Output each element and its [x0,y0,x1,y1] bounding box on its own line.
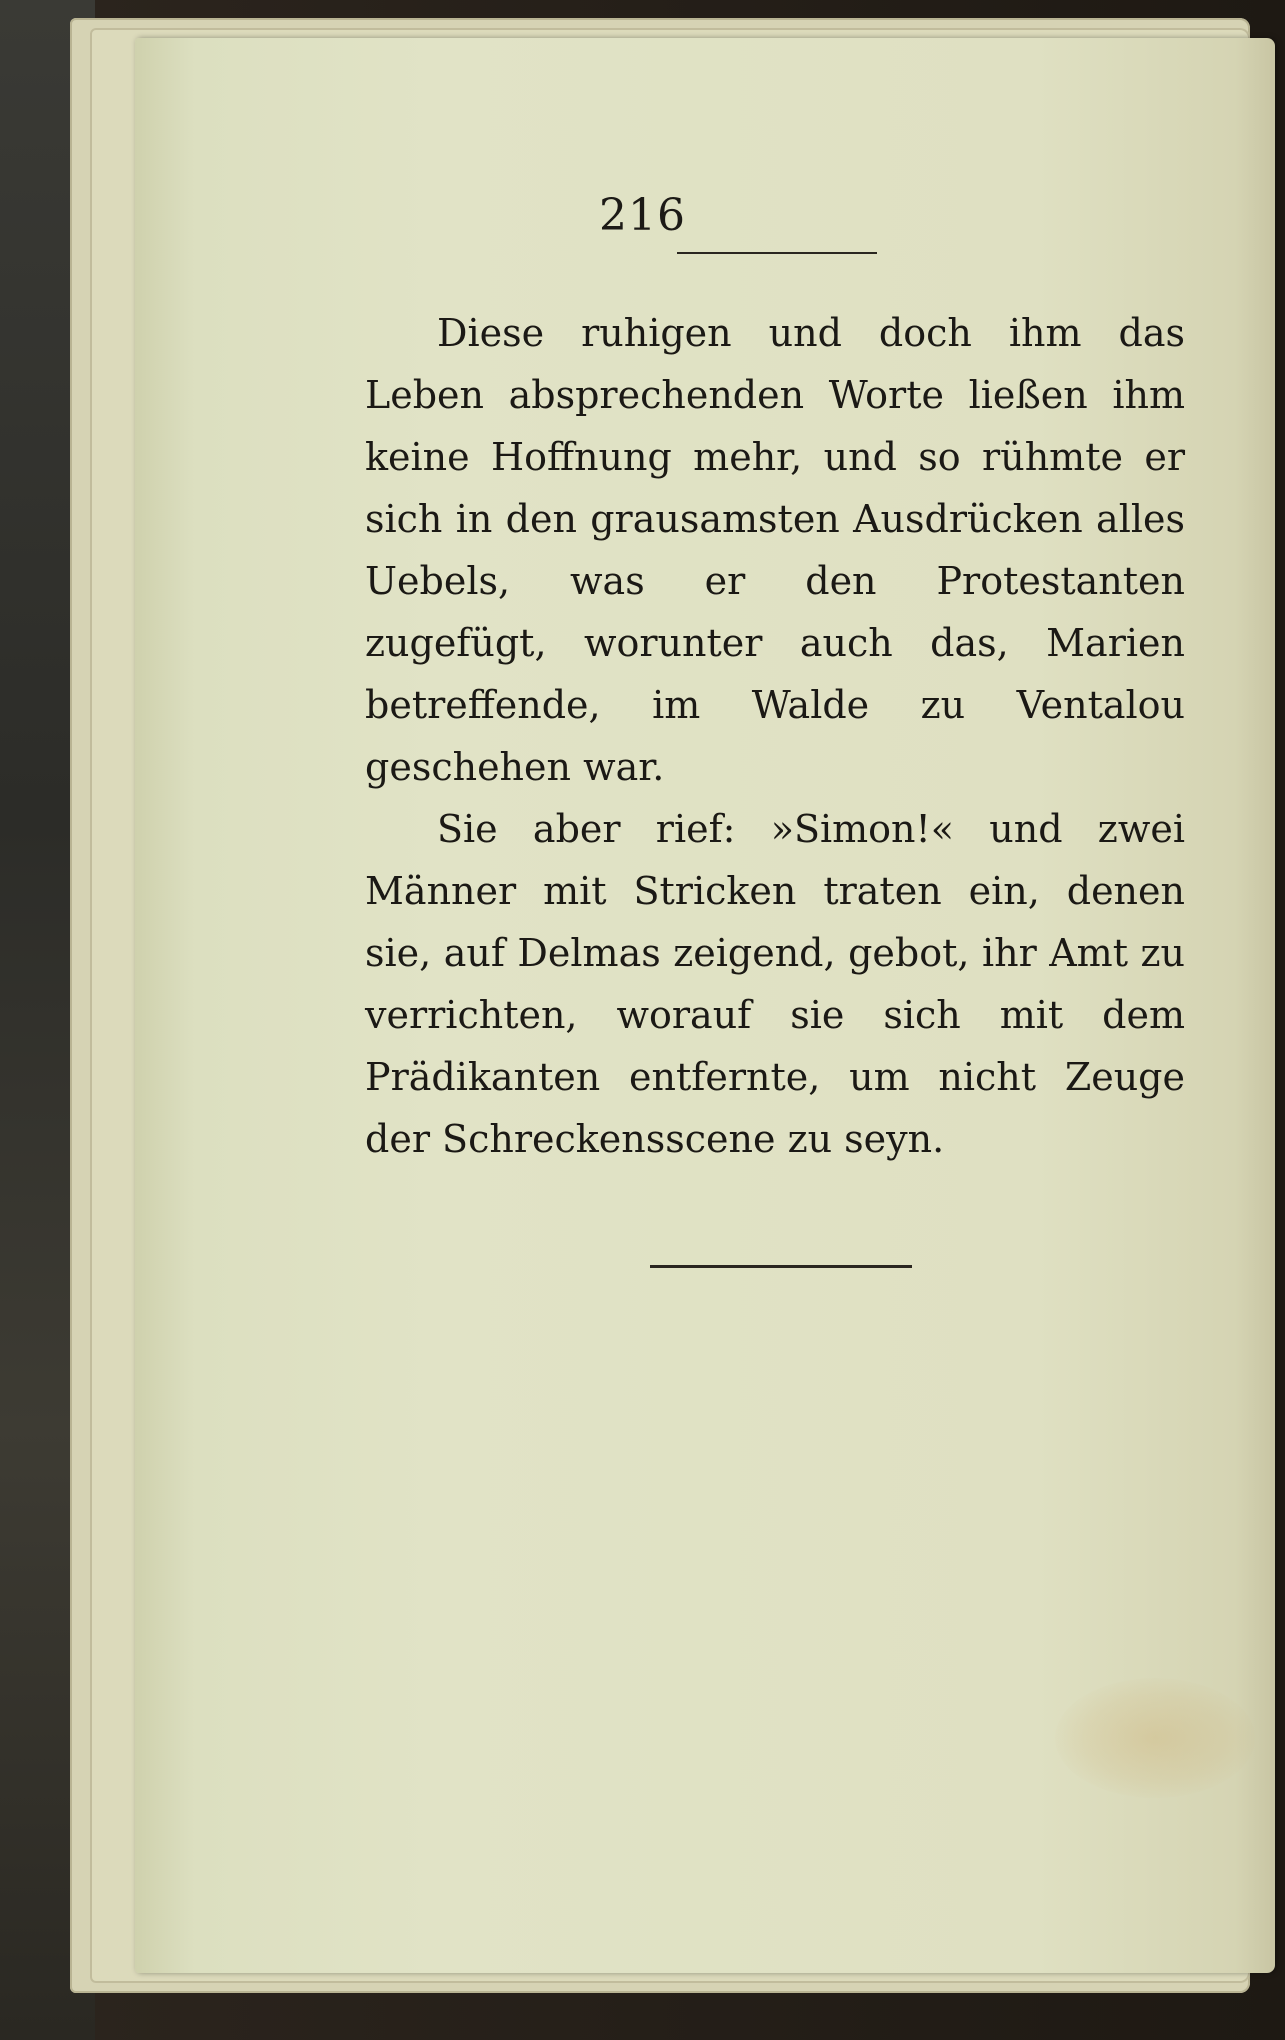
section-end-rule [650,1265,912,1268]
body-text [365,302,1185,1170]
page-stain [1055,1678,1255,1798]
paragraph-1: Diese ruhigen und doch ihm das Leben absprechenden Worte ließen ihm keine Hoffnung mehr, und so rühmte er sich in den grausamsten Ausdrücken alles Uebels, was er den Protestanten zugefügt, worunter auch das, Marien betreffende, im Walde zu Ventalou geschehen war. [365,311,1185,789]
header-rule [677,252,877,254]
page-number: 216 [599,190,686,241]
paragraph-2: Sie aber rief: »Simon!« und zwei Männer mit Stricken traten ein, denen sie, auf Delmas zeigend, gebot, ihr Amt zu verrichten, worauf sie sich mit dem Prädikanten entfernte, um nicht Zeuge der Schreckensscene zu seyn. [365,807,1185,1161]
